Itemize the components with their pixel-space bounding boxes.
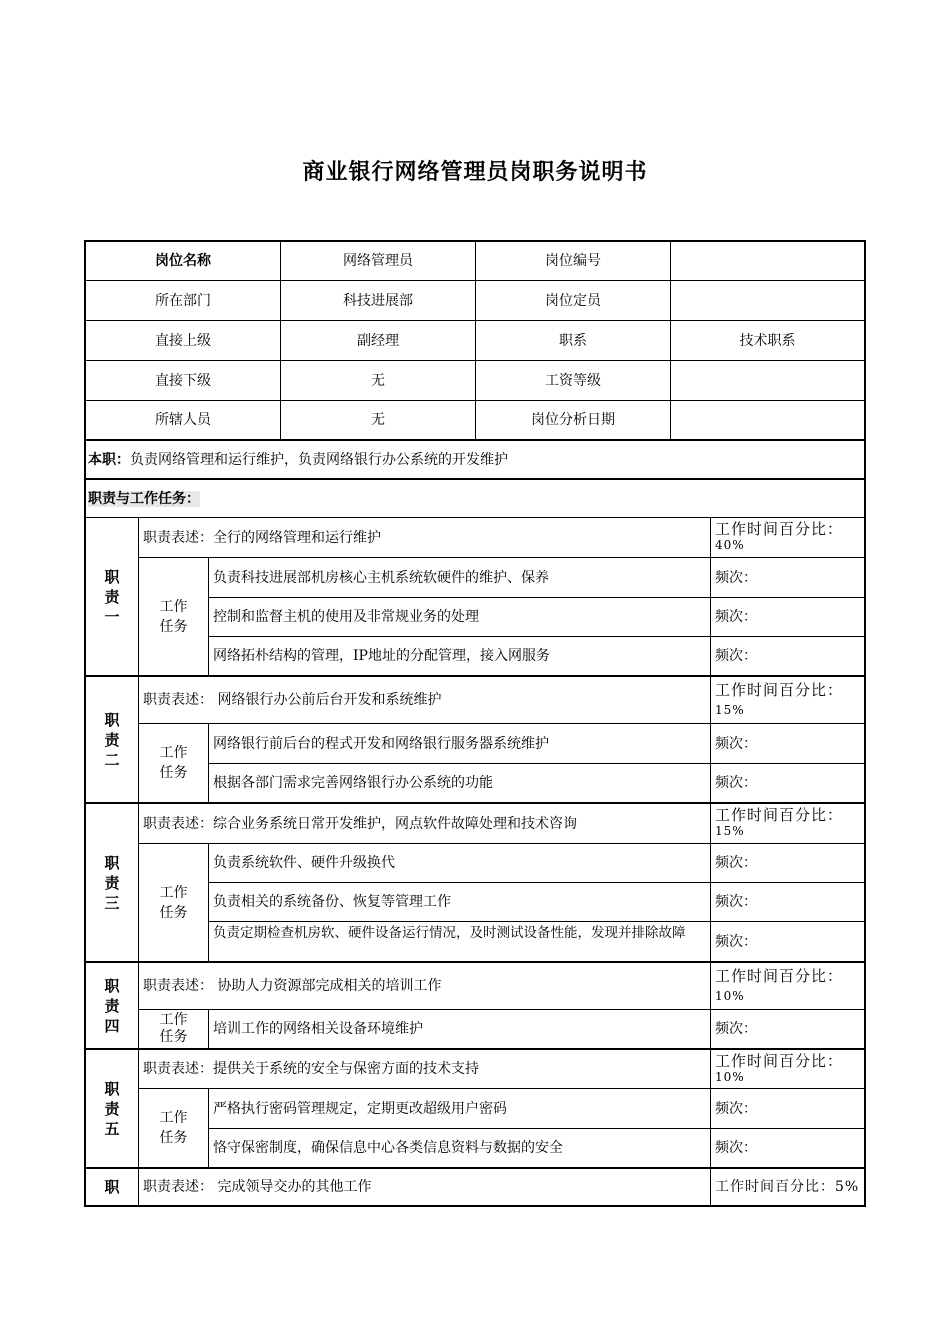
info-label-post-name: 岗位名称	[86, 242, 281, 281]
duty-2-task-1: 网络银行前后台的程式开发和网络银行服务器系统维护	[209, 724, 711, 764]
duty-2-label: 职 责 二	[86, 677, 139, 804]
info-label-analysis-date: 岗位分析日期	[476, 401, 671, 441]
duty-1-task-2: 控制和监督主机的使用及非常规业务的处理	[209, 598, 711, 637]
duty-3-task-1: 负责系统软件、硬件升级换代	[209, 844, 711, 883]
duty-5-pct	[711, 1050, 864, 1089]
main-duty-text: 负责网络管理和运行维护，负责网络银行办公系统的开发维护	[130, 451, 508, 468]
duty-3-pct-label: 工作时间百分比：	[715, 806, 844, 824]
duty-1-task-1: 负责科技进展部机房核心主机系统软硬件的维护、保养	[209, 558, 711, 598]
info-label-subordinate: 直接下级	[86, 361, 281, 401]
duty-1-pct-value: 40%	[715, 538, 745, 552]
duty-1-desc: 职责表述：全行的网络管理和运行维护	[139, 518, 711, 558]
info-value-staff: 无	[281, 401, 476, 441]
duty-1-freq-3: 频次：	[711, 637, 864, 677]
duty-6-pct: 工作时间百分比：5%	[715, 1179, 860, 1195]
duty-5-label: 职 责 五	[86, 1050, 139, 1169]
duty-4-task-1: 培训工作的网络相关设备环境维护	[209, 1010, 711, 1050]
info-label-superior: 直接上级	[86, 321, 281, 361]
duty-3-desc: 职责表述：综合业务系统日常开发维护，网点软件故障处理和技术咨询	[139, 804, 711, 844]
info-value-subordinate: 无	[281, 361, 476, 401]
info-label-salary-grade: 工资等级	[476, 361, 671, 401]
info-label-department: 所在部门	[86, 281, 281, 321]
duty-3-pct-value: 15%	[715, 824, 745, 838]
main-duty-row	[86, 441, 864, 480]
duty-5-pct-value: 10%	[715, 1070, 745, 1084]
duty-4-pct-value: 10%	[715, 989, 745, 1003]
duty-1-pct	[711, 518, 864, 558]
info-value-analysis-date	[671, 401, 864, 441]
info-value-post-code	[671, 242, 864, 281]
duty-1-freq-1: 频次：	[711, 558, 864, 598]
job-description-table	[84, 240, 866, 1207]
duty-1-freq-2: 频次：	[711, 598, 864, 637]
duty-5-desc: 职责表述：提供关于系统的安全与保密方面的技术支持	[139, 1050, 711, 1089]
info-value-headcount	[671, 281, 864, 321]
duty-3-task-3: 负责定期检查机房软、硬件设备运行情况，及时测试设备性能，发现并排除故障	[209, 922, 711, 963]
duty-3-label: 职 责 三	[86, 804, 139, 963]
duty-2-pct	[711, 677, 864, 724]
duty-2-task-2: 根据各部门需求完善网络银行办公系统的功能	[209, 764, 711, 804]
duty-3-freq-3: 频次：	[711, 922, 864, 963]
duty-3-freq-2: 频次：	[711, 883, 864, 922]
duty-3-task-label: 工作 任务	[139, 844, 209, 963]
info-value-superior: 副经理	[281, 321, 476, 361]
info-value-post-name: 网络管理员	[281, 242, 476, 281]
duty-1-label: 职 责 一	[86, 518, 139, 677]
duty-4-pct	[711, 963, 864, 1010]
info-label-headcount: 岗位定员	[476, 281, 671, 321]
duty-2-freq-1: 频次：	[711, 724, 864, 764]
duty-5-freq-2: 频次：	[711, 1129, 864, 1169]
duty-4-task-label: 工作 任务	[139, 1010, 209, 1050]
main-duty-label: 本职：	[88, 451, 130, 468]
info-value-job-family: 技术职系	[671, 321, 864, 361]
info-value-salary-grade	[671, 361, 864, 401]
duty-4-pct-label: 工作时间百分比：	[715, 967, 844, 985]
duties-header	[86, 480, 864, 518]
info-label-staff: 所辖人员	[86, 401, 281, 441]
duties-header-text: 职责与工作任务：	[88, 490, 200, 507]
info-label-job-family: 职系	[476, 321, 671, 361]
duty-5-pct-label: 工作时间百分比：	[715, 1052, 844, 1070]
duty-4-freq-1: 频次：	[711, 1010, 864, 1050]
duty-2-task-label: 工作 任务	[139, 724, 209, 804]
duty-2-freq-2: 频次：	[711, 764, 864, 804]
duty-2-desc: 职责表述： 网络银行办公前后台开发和系统维护	[139, 677, 711, 724]
info-value-department: 科技进展部	[281, 281, 476, 321]
duty-5-task-1: 严格执行密码管理规定，定期更改超级用户密码	[209, 1089, 711, 1129]
duty-5-task-2: 恪守保密制度，确保信息中心各类信息资料与数据的安全	[209, 1129, 711, 1169]
duty-1-task-label: 工作 任务	[139, 558, 209, 677]
duty-3-pct	[711, 804, 864, 844]
duty-5-freq-1: 频次：	[711, 1089, 864, 1129]
duty-5-task-label: 工作 任务	[139, 1089, 209, 1169]
duty-6-label: 职	[86, 1169, 139, 1205]
duty-3-task-2: 负责相关的系统备份、恢复等管理工作	[209, 883, 711, 922]
page-title: 商业银行网络管理员岗职务说明书	[302, 160, 648, 185]
duty-2-pct-label: 工作时间百分比：	[715, 681, 844, 699]
duty-6-desc: 职责表述： 完成领导交办的其他工作	[139, 1169, 711, 1205]
duty-1-task-3: 网络拓朴结构的管理，IP地址的分配管理，接入网服务	[209, 637, 711, 677]
info-label-post-code: 岗位编号	[476, 242, 671, 281]
duty-4-label: 职 责 四	[86, 963, 139, 1050]
duty-3-freq-1: 频次：	[711, 844, 864, 883]
duty-1-pct-label: 工作时间百分比：	[715, 520, 844, 538]
duty-4-desc: 职责表述： 协助人力资源部完成相关的培训工作	[139, 963, 711, 1010]
duty-2-pct-value: 15%	[715, 703, 745, 717]
